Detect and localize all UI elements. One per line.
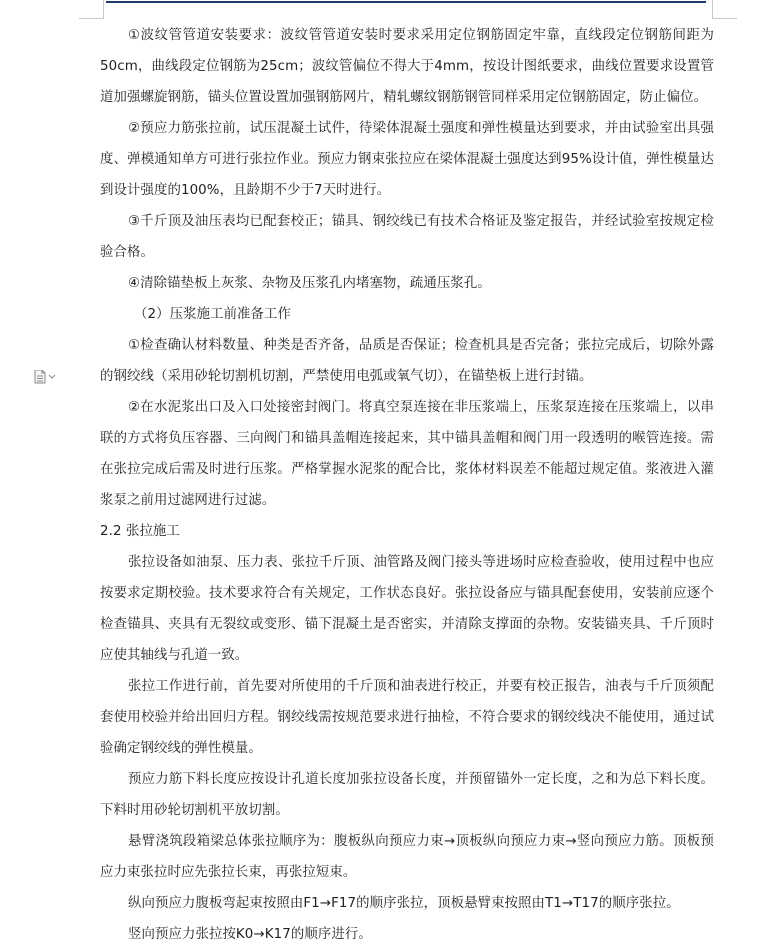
page-corner-mark-right — [712, 0, 737, 19]
paragraph-longitudinal-order: 纵向预应力腹板弯起束按照由F1→F17的顺序张拉，顶板悬臂束按照由T1→T17的顺序张拉。 — [128, 896, 680, 911]
section-heading-tensioning: 2.2 张拉施工 — [100, 524, 180, 539]
paragraph-vertical-order: 竖向预应力张拉按K0→K17的顺序进行。 — [128, 927, 372, 942]
paragraph-seal-valves: ②在水泥浆出口及入口处接密封阀门。将真空泵连接在非压浆端上，压浆泵连接在压浆端上，以串联的方式将负压容器、三向阀门和锚具盖帽连接起来，其中锚具盖帽和阀门用一段透明的喉管连接。需在张拉完成后需及时进行压浆。严格掌握水泥浆的配合比，浆体材料误差不能超过规定值。浆液进入灌浆泵之前用过滤网进行过滤。 — [100, 400, 714, 508]
paragraph-tension-preparation: ②预应力筋张拉前，试压混凝土试件，待梁体混凝土强度和弹性模量达到要求，并由试验室出具强度、弹模通知单方可进行张拉作业。预应力钢束张拉应在梁体混凝土强度达到95%设计值，弹性模量达到设计强度的100%，且龄期不少于7天时进行。 — [100, 121, 714, 198]
paragraph-cutting-length: 预应力筋下料长度应按设计孔道长度加张拉设备长度，并预留锚外一定长度，之和为总下料长度。下料时用砂轮切割机平放切割。 — [100, 772, 714, 818]
paragraph-clean-anchor-plate: ④清除锚垫板上灰浆、杂物及压浆孔内堵塞物，疏通压浆孔。 — [128, 276, 491, 291]
document-icon[interactable] — [34, 369, 64, 383]
paragraph-jack-gauge-correction: 张拉工作进行前，首先要对所使用的千斤顶和油表进行校正，并要有校正报告，油表与千斤顶须配套使用校验并给出回归方程。钢绞线需按规范要求进行抽检，不符合要求的钢绞线决不能使用，通过试验确定钢绞线的弹性模量。 — [100, 679, 714, 756]
page-corner-mark-left — [79, 0, 104, 19]
paragraph-equipment-inspection: 张拉设备如油泵、压力表、张拉千斤顶、油管路及阀门接头等进场时应检查验收，使用过程中也应按要求定期校验。技术要求符合有关规定，工作状态良好。张拉设备应与锚具配套使用，安装前应逐个检查锚具、夹具有无裂纹或变形、锚下混凝土是否密实，并清除支撑面的杂物。安装锚夹具、千斤顶时应使其轴线与孔道一致。 — [100, 555, 714, 663]
paragraph-duct-installation: ①波纹管管道安装要求：波纹管管道安装时要求采用定位钢筋固定牢靠，直线段定位钢筋间距为50cm，曲线段定位钢筋为25cm；波纹管偏位不得大于4mm，按设计图纸要求，曲线位置要求设置管道加强螺旋钢筋，锚头位置设置加强钢筋网片，精轧螺纹钢筋钢管同样采用定位钢筋固定，防止偏位。 — [100, 28, 714, 105]
paragraph-tension-sequence: 悬臂浇筑段箱梁总体张拉顺序为：腹板纵向预应力束→顶板纵向预应力束→竖向预应力筋。顶板预应力束张拉时应先张拉长束，再张拉短束。 — [100, 834, 714, 880]
paragraph-check-materials: ①检查确认材料数量、种类是否齐备，品质是否保证；检查机具是否完备；张拉完成后，切除外露的钢绞线（采用砂轮切割机切割，严禁使用电弧或氧气切），在锚垫板上进行封锚。 — [100, 338, 714, 384]
paragraph-jack-calibration: ③千斤顶及油压表均已配套校正；锚具、钢绞线已有技术合格证及鉴定报告，并经试验室按规定检验合格。 — [100, 214, 714, 260]
subheading-grouting-preparation: （2）压浆施工前准备工作 — [134, 307, 292, 322]
document-body — [100, 20, 714, 942]
header-rule — [106, 1, 706, 3]
